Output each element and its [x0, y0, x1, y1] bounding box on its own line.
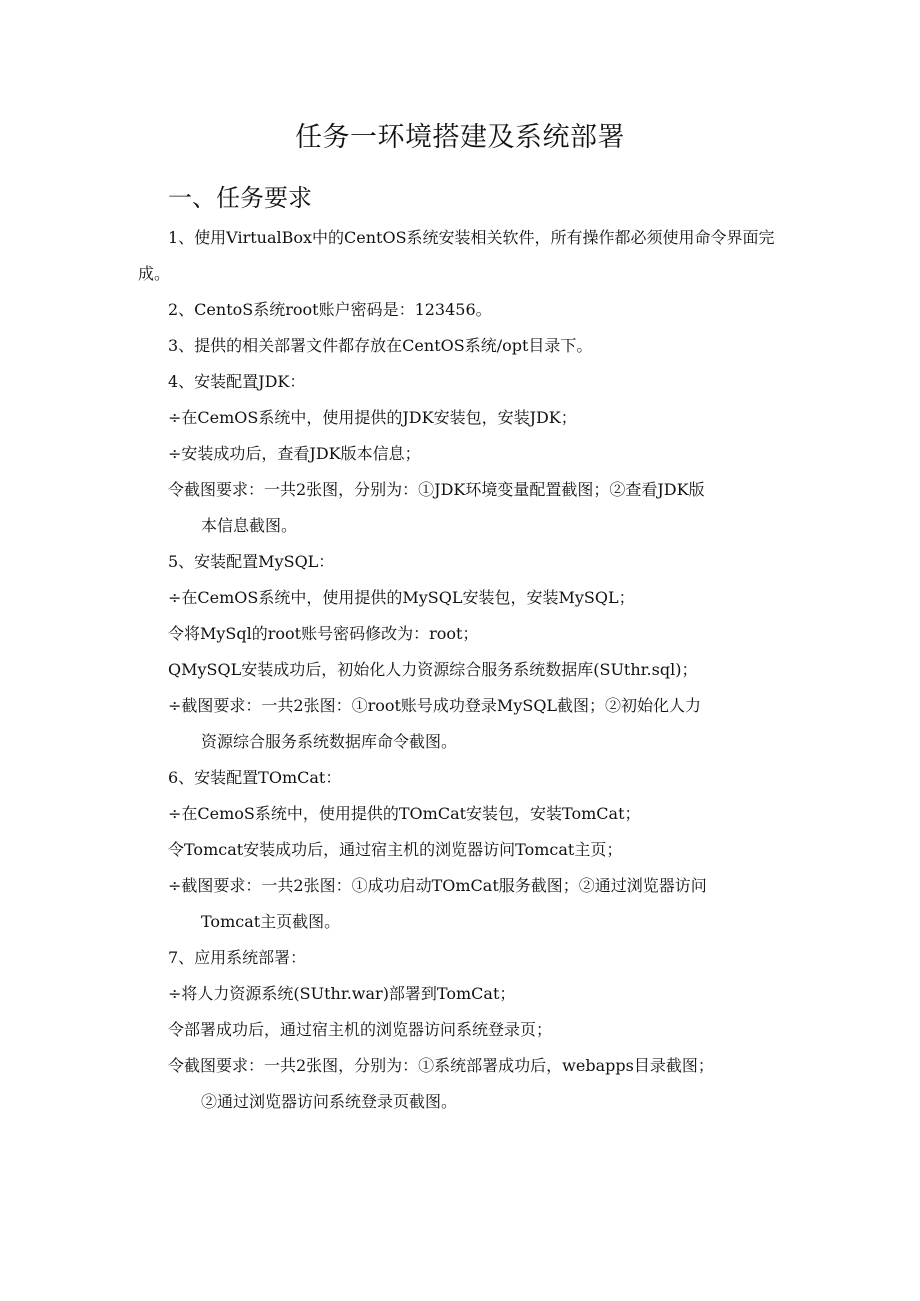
paragraph-7-heading: 7、应用系统部署： [168, 948, 307, 967]
mysql-item-1: ÷在CemOS系统中，使用提供的MySQL安装包，安装MySQL； [168, 588, 635, 607]
deploy-screenshot-line1: 令截图要求：一共2张图，分别为：①系统部署成功后，webapps目录截图； [168, 1056, 714, 1075]
deploy-item-2: 令部署成功后，通过宿主机的浏览器访问系统登录页； [168, 1020, 553, 1039]
deploy-screenshot-requirement [138, 1048, 788, 1120]
section-heading: 一、任务要求 [168, 184, 312, 212]
deploy-screenshot-line2: ②通过浏览器访问系统登录页截图。 [201, 1092, 458, 1111]
paragraph-2: 2、CentoS系统root账户密码是：123456。 [168, 300, 492, 319]
tomcat-screenshot-line1: ÷截图要求：一共2张图：①成功启动TOmCat服务截图；②通过浏览器访问 [168, 876, 707, 895]
paragraph-6-heading: 6、安装配置TOmCat： [168, 768, 342, 787]
tomcat-item-2: 令Tomcat安装成功后，通过宿主机的浏览器访问Tomcat主页； [168, 840, 623, 859]
mysql-screenshot-requirement [138, 688, 788, 760]
tomcat-item-1: ÷在CemoS系统中，使用提供的TOmCat安装包，安装TomCat； [168, 804, 641, 823]
mysql-item-2: 令将MySql的root账号密码修改为：root； [168, 624, 479, 643]
mysql-screenshot-line2: 资源综合服务系统数据库命令截图。 [201, 732, 458, 751]
document-body [138, 220, 798, 1120]
jdk-screenshot-requirement [138, 472, 788, 544]
jdk-item-2: ÷安装成功后，查看JDK版本信息； [168, 444, 421, 463]
jdk-item-1: ÷在CemOS系统中，使用提供的JDK安装包，安装JDK； [168, 408, 577, 427]
paragraph-5-heading: 5、安装配置MySQL： [168, 552, 335, 571]
mysql-item-3: QMySQL安装成功后，初始化人力资源综合服务系统数据库(SUthr.sql)； [168, 660, 698, 679]
jdk-screenshot-line2: 本信息截图。 [201, 516, 298, 535]
paragraph-1: 1、使用VirtualBox中的CentOS系统安装相关软件，所有操作都必须使用命令界面完成。 [138, 228, 775, 283]
page-title: 任务一环境搭建及系统部署 [295, 122, 625, 153]
tomcat-screenshot-requirement [138, 868, 788, 940]
jdk-screenshot-line1: 令截图要求：一共2张图，分别为：①JDK环境变量配置截图；②查看JDK版 [168, 480, 705, 499]
mysql-screenshot-line1: ÷截图要求：一共2张图：①root账号成功登录MySQL截图；②初始化人力 [168, 696, 702, 715]
paragraph-3: 3、提供的相关部署文件都存放在CentOS系统/opt目录下。 [168, 336, 593, 355]
deploy-item-1: ÷将人力资源系统(SUthr.war)部署到TomCat； [168, 984, 516, 1003]
paragraph-4-heading: 4、安装配置JDK： [168, 372, 306, 391]
tomcat-screenshot-line2: Tomcat主页截图。 [201, 912, 341, 931]
